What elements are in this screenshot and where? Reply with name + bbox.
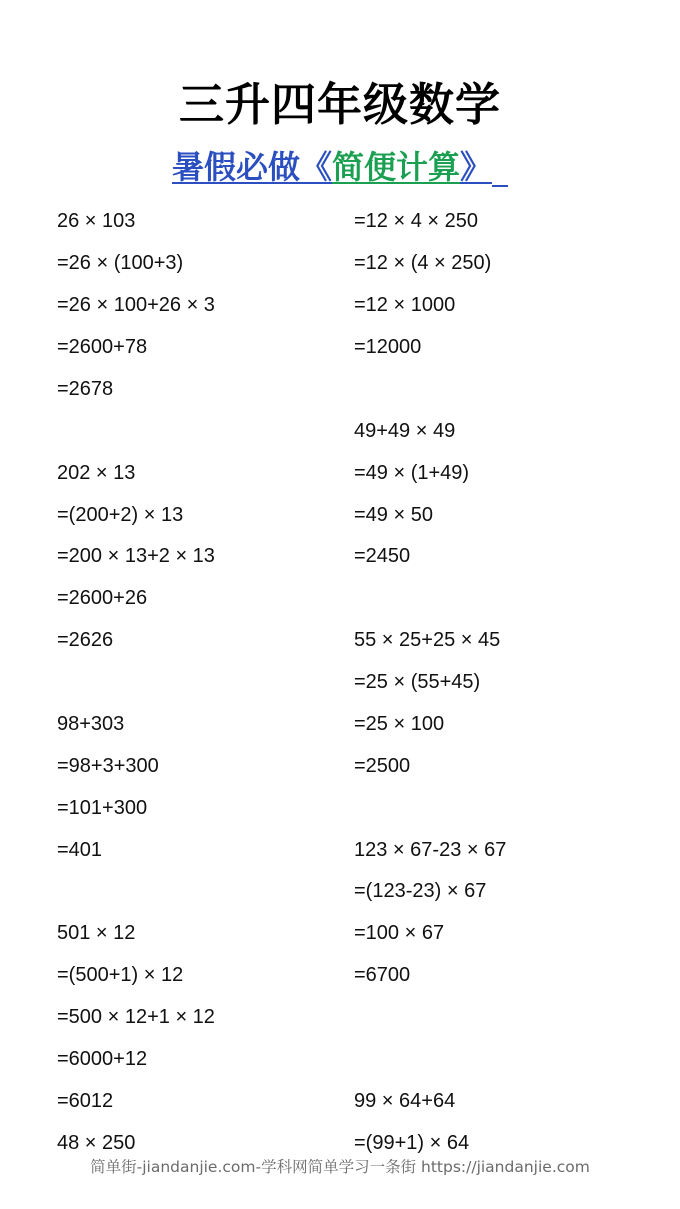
calc-step: =49 × 50 [354,504,433,526]
calc-step: 49+49 × 49 [354,420,456,442]
calc-step: =26 × (100+3) [57,252,184,274]
calc-step: =25 × (55+45) [354,671,481,693]
calc-step: =25 × 100 [354,713,445,735]
calc-step: =2678 [57,378,114,400]
calc-step: =98+3+300 [57,755,159,777]
calc-step: =2626 [57,629,114,651]
calc-step: =401 [57,839,103,861]
calc-step: 98+303 [57,713,125,735]
calc-step: =2600+78 [57,336,148,358]
calc-step: =200 × 13+2 × 13 [57,545,215,567]
subtitle-prefix: 暑假必做《 [171,148,332,186]
calc-step: =(200+2) × 13 [57,504,184,526]
calc-step: 26 × 103 [57,210,136,232]
calc-step: =6000+12 [57,1048,148,1070]
calc-step: =(99+1) × 64 [354,1132,470,1154]
calc-step: =6012 [57,1090,114,1112]
calc-step: =101+300 [57,797,148,819]
subtitle-topic: 简便计算 [331,148,460,186]
calc-step: 501 × 12 [57,922,136,944]
calc-step: =12000 [354,336,422,358]
calc-step: 55 × 25+25 × 45 [354,629,501,651]
document-title: 三升四年级数学 [178,78,501,131]
calc-step: =49 × (1+49) [354,462,470,484]
calc-step: =12 × (4 × 250) [354,252,492,274]
calc-step: =12 × 4 × 250 [354,210,479,232]
subtitle-suffix: 》 [460,148,493,186]
calc-step: =2500 [354,755,411,777]
calc-step: =2450 [354,545,411,567]
calc-step: 202 × 13 [57,462,136,484]
footer-watermark: 简单街-jiandanjie.com-学科网简单学习一条街 https://jiandanjie.com [90,1158,590,1176]
calc-step: =12 × 1000 [354,294,456,316]
calc-step: =2600+26 [57,587,148,609]
calc-step: =6700 [354,964,411,986]
calc-step: 48 × 250 [57,1132,136,1154]
subtitle-underline-tail [492,183,508,187]
calc-step: 99 × 64+64 [354,1090,456,1112]
calc-step: =(500+1) × 12 [57,964,184,986]
calc-step: =500 × 12+1 × 12 [57,1006,215,1028]
calc-step: =100 × 67 [354,922,445,944]
calc-step: =26 × 100+26 × 3 [57,294,215,316]
document-subtitle [0,146,680,188]
calc-step: =(123-23) × 67 [354,880,487,902]
calc-step: 123 × 67-23 × 67 [354,839,507,861]
